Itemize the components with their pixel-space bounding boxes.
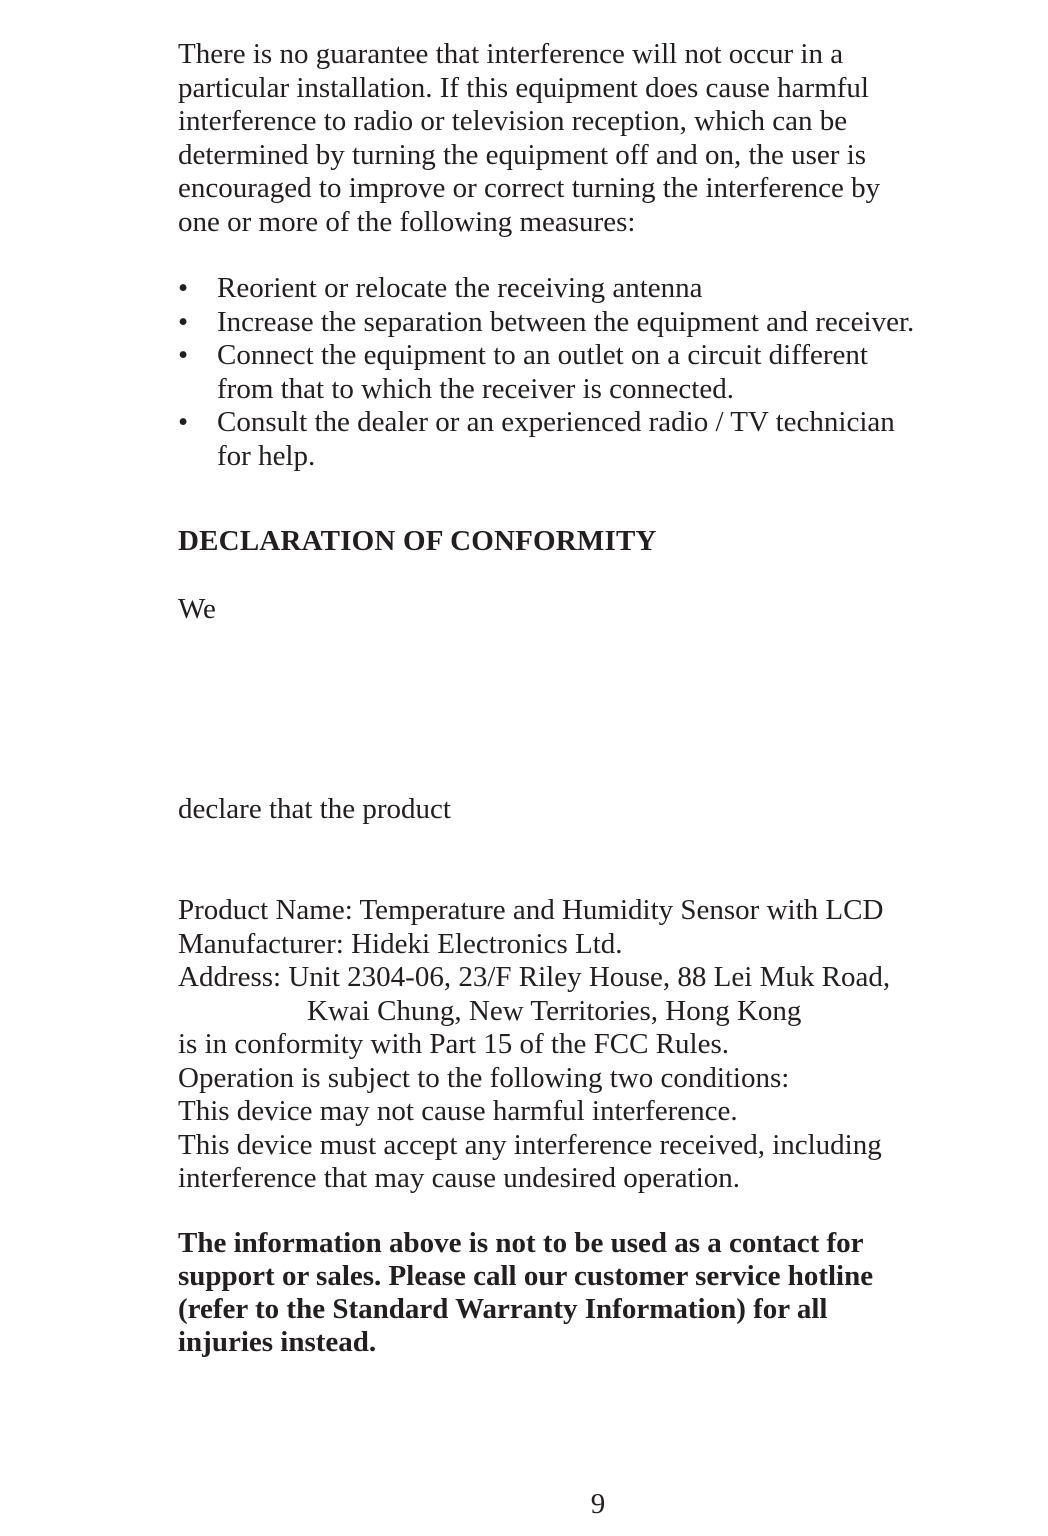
list-item [178,272,1038,306]
list-item [178,339,1038,406]
intro-line: There is no guarantee that interference will not occur in a [178,38,844,70]
list-item [178,306,1038,340]
intro-line: encouraged to improve or correct turning the interference by [178,172,881,204]
product-name: Product Name: Temperature and Humidity Sensor with LCD [178,894,884,926]
bullet-icon: • [178,406,189,438]
declaration-heading: DECLARATION OF CONFORMITY [178,525,657,557]
bullet-icon: • [178,305,189,338]
intro-line: one or more of the following measures: [178,205,636,238]
intro-paragraph [178,38,1018,239]
list-item-text: Increase the separation between the equipment and receiver. [217,305,915,338]
product-info [178,894,1038,1196]
notice-line: (refer to the Standard Warranty Information) for all [178,1293,828,1325]
support-notice [178,1227,1018,1359]
page-number: 9 [590,1488,606,1520]
notice-line: The information above is not to be used as a contact for [178,1227,864,1259]
intro-line: determined by turning the equipment off and on, the user is [178,138,867,171]
condition-2: This device must accept any interference received, including [178,1128,882,1161]
conformity-statement: is in conformity with Part 15 of the FCC Rules. [178,1028,729,1060]
notice-line: support or sales. Please call our customer service hotline [178,1260,874,1292]
bullet-icon: • [178,272,189,304]
list-item-text: from that to which the receiver is connected. [217,372,734,405]
list-item [178,406,1038,473]
notice-line: injuries instead. [178,1326,377,1358]
manufacturer: Manufacturer: Hideki Electronics Ltd. [178,927,623,960]
declaration-declare: declare that the product [178,793,451,825]
condition-2: interference that may cause undesired operation. [178,1162,741,1194]
list-item-text: for help. [217,439,316,472]
bullet-icon: • [178,339,189,371]
address-line-2: Kwai Chung, New Territories, Hong Kong [307,994,802,1027]
address-line-1: Address: Unit 2304-06, 23/F Riley House, 88 Lei Muk Road, [178,961,891,993]
conditions-intro: Operation is subject to the following two conditions: [178,1061,790,1094]
list-item-text: Consult the dealer or an experienced radio / TV technician [217,406,895,438]
condition-1: This device may not cause harmful interference. [178,1095,738,1127]
list-item-text: Reorient or relocate the receiving antenna [217,272,703,304]
list-item-text: Connect the equipment to an outlet on a circuit different [217,339,868,371]
declaration-we: We [178,593,216,625]
measures-list [178,272,1038,473]
intro-line: particular installation. If this equipment does cause harmful [178,71,869,104]
intro-line: interference to radio or television reception, which can be [178,105,848,137]
